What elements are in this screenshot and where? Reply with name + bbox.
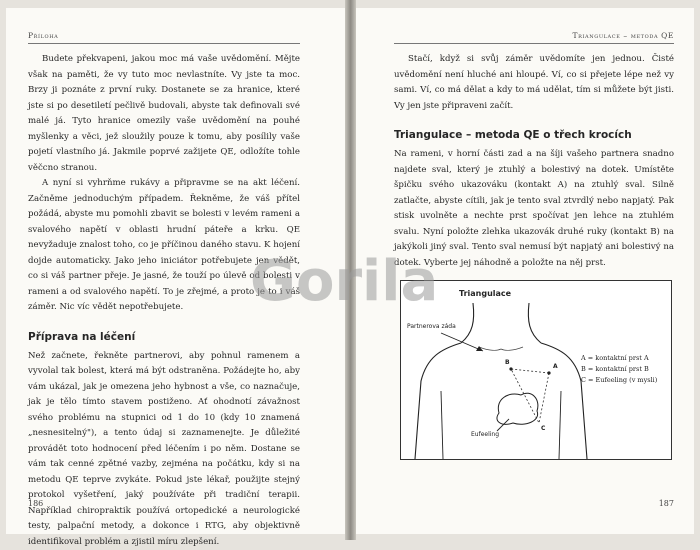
legend-item: A = kontaktní prst A (581, 353, 657, 364)
figure-title: Triangulace (459, 289, 511, 298)
legend-item: C = Eufeeling (v mysli) (581, 375, 657, 386)
body-paragraph: Na rameni, v horní části zad a na šíji vašeho partnera snadno najdete sval, který je ztuhlý a bolestivý na dotek. Umístěte špičku svého ukazováku (kontakt A) na ztuhlý sval. Silně zatlačte, abyste cítili, jak je tento sval ztvrdlý nebo napjatý. Pak stisk uvolněte a nechte prst spočívat jen lehce na ztuhlém svalu. Nyní položte zlehka ukazovák druhé ruky (kontakt B) na jakýkoli jiný sval. Tento sval nemusí být napjatý ani bolestivý na dotek. Vyberte jej náhodně a položte na něj prst. (394, 147, 674, 271)
section-heading: Triangulace – metoda QE o třech krocích (394, 128, 674, 142)
legend-item: B = kontaktní prst B (581, 364, 657, 375)
header-rule-left (28, 43, 300, 44)
watermark-text: Gorila (250, 250, 438, 308)
right-text-column (394, 52, 674, 271)
figure-label-eufeeling: Eufeeling (471, 431, 499, 438)
body-paragraph: Stačí, když si svůj záměr uvědomíte jen jednou. Čisté uvědomění není hluché ani hloupé. Ví, co si přejete lépe než vy sami. Ví, co má dělat a kdy to má udělat, tím si můžete být jisti. Vy jen jste připraveni začít. (394, 52, 674, 114)
page-number: 186 (28, 499, 43, 508)
running-head-left: Příloha (28, 31, 58, 40)
point-b-label: B (505, 359, 510, 366)
body-paragraph: Budete překvapeni, jakou moc má vaše uvědomění. Mějte však na paměti, že vy tuto moc nevlastníte. Vy jste ta moc. Brzy ji poznáte z první ruky. Dostanete se za hranice, které jste si po desetiletí pečlivě budovali, abyste tak definovali své malé já. Tyto hranice omezily vaše uvědomění na pouhé myšlenky a věci, jež sloužily pouze k tomu, aby posílily vaše pojetí vlastního já. Jakmile poprvé zažijete QE, odložíte tohle věčcno stranou. (28, 52, 300, 176)
header-rule-right (394, 43, 674, 44)
figure-legend (581, 353, 657, 386)
point-c-label: C (541, 425, 545, 432)
running-head-right: Triangulace – metoda QE (573, 31, 675, 40)
section-heading: Příprava na léčení (28, 330, 300, 344)
figure-label-back: Partnerova záda (407, 323, 456, 330)
point-a-label: A (553, 363, 558, 370)
page-number: 187 (659, 499, 674, 508)
gorila-watermark-logo (250, 250, 465, 308)
body-paragraph: A nyní si vyhrňme rukávy a připravme se na akt léčení. Začněme jednoduchým případem. Řekněme, že váš přítel požádá, abyste mu pomohli zbavit se bolesti v levém rameni a svalového napětí v oblasti hrudní páteře a krku. QE nevyžaduje znalost toho, co je příčinou daného stavu. K hojení dojde automaticky. Jako jeho iniciátor potřebujete jen vědět, co si váš partner přeje. Je jasné, že touží po úlevě od bolesti v rameni a od svalového napětí. To je zřejmé, a proto je to i váš záměr. Nic víc vědět nepotřebujete. (28, 176, 300, 316)
body-paragraph: Než začnete, řekněte partnerovi, aby pohnul ramenem a vyvolal tak bolest, která má být odstraněna. Požádejte ho, aby vám ukázal, jak je omezena jeho hybnost a vše, co naznačuje, jak je tělo tímto stavem postiženo. Ať ohodnotí závažnost svého problému na stupnici od 1 do 10 (kdy 10 znamená „nesnesitelný"), a tento údaj si zaznamenejte. Je důležité provádět toto hodnocení před léčením i po něm. Dostane se vám tak cenné zpětné vazby, zejména na počátku, kdy si na metodu QE teprve zvykáte. Pokud jste lékař, použijte stejný protokol vyšetření, jaký používáte při tradiční terapii. Například chiropraktik používá ortopedické a neurologické testy, palpační metody, a dokonce i RTG, aby objektivně identifikoval problém a zjistil míru zlepšení. (28, 349, 300, 550)
